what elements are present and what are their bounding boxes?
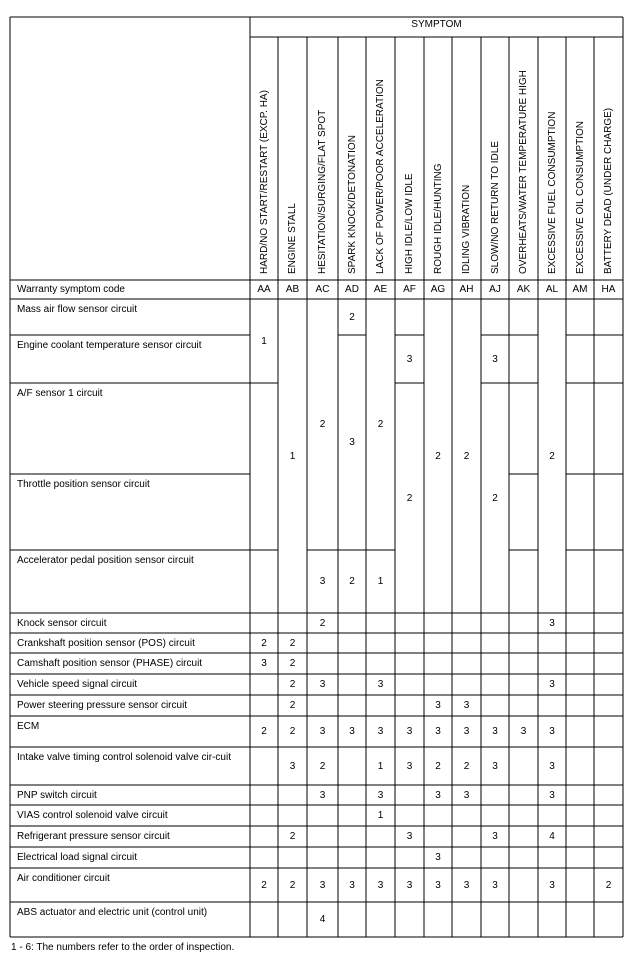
matrix-cell-merged: 3 — [492, 353, 498, 365]
row-label: Refrigerant pressure sensor circuit — [17, 831, 170, 842]
matrix-cell: 2 — [261, 879, 267, 891]
symptom-header-aj: SLOW/NO RETURN TO IDLE — [489, 141, 501, 274]
matrix-cell: 2 — [319, 760, 326, 772]
matrix-cell: 3 — [463, 700, 470, 711]
row-label: Electrical load signal circuit — [17, 852, 138, 863]
matrix-cell: 3 — [435, 879, 441, 891]
matrix-cell: 3 — [406, 831, 413, 842]
symptom-header-ae: LACK OF POWER/POOR ACCELERATION — [375, 79, 386, 274]
symptom-code-aj: AJ — [489, 284, 501, 295]
row-label: PNP switch circuit — [17, 790, 97, 801]
matrix-cell: 2 — [605, 879, 612, 891]
matrix-cell: 4 — [549, 831, 555, 842]
matrix-cell: 1 — [377, 760, 384, 772]
symptom-header-ha: BATTERY DEAD (UNDER CHARGE) — [603, 107, 614, 274]
row-label: Knock sensor circuit — [17, 618, 107, 629]
matrix-cell: 2 — [319, 617, 326, 629]
matrix-cell-merged: 3 — [349, 437, 355, 448]
symptom-header-ag: ROUGH IDLE/HUNTING — [432, 163, 444, 274]
matrix-cell: 3 — [435, 789, 441, 801]
row-label: Crankshaft position sensor (POS) circuit — [17, 638, 195, 649]
matrix-cell: 3 — [319, 789, 326, 801]
symptom-code-aa: AA — [257, 284, 271, 295]
matrix-cell: 3 — [520, 726, 527, 737]
matrix-cell: 2 — [261, 726, 267, 737]
matrix-cell: 3 — [435, 852, 441, 863]
matrix-cell: 2 — [289, 658, 296, 669]
matrix-cell: 3 — [492, 831, 498, 842]
matrix-cell: 3 — [463, 726, 470, 737]
symptom-header-am: EXCESSIVE OIL CONSUMPTION — [574, 121, 586, 274]
matrix-cell: 3 — [319, 576, 326, 587]
row-label: Air conditioner circuit — [17, 873, 110, 884]
symptom-code-ae: AE — [373, 284, 388, 295]
matrix-cell: 3 — [319, 726, 326, 737]
symptom-header-ad: SPARK KNOCK/DETONATION — [346, 135, 358, 274]
symptom-header-ab: ENGINE STALL — [287, 203, 298, 274]
matrix-cell: 3 — [377, 726, 384, 737]
symptom-header-title: SYMPTOM — [411, 19, 462, 30]
matrix-cell: 3 — [549, 879, 555, 891]
matrix-cell: 3 — [492, 726, 498, 737]
matrix-cell: 2 — [463, 760, 470, 772]
matrix-cell-merged: 3 — [406, 353, 413, 365]
symptom-code-ag: AG — [430, 284, 446, 295]
matrix-cell: 3 — [463, 879, 470, 891]
symptom-header-al: EXCESSIVE FUEL CONSUMPTION — [546, 111, 558, 274]
matrix-cell-merged: 2 — [492, 492, 498, 504]
matrix-cell: 3 — [261, 658, 267, 669]
matrix-cell: 3 — [435, 700, 441, 711]
matrix-cell: 3 — [549, 789, 555, 801]
matrix-cell-merged: 2 — [406, 492, 413, 504]
symptom-header-aa: HARD/NO START/RESTART (EXCP. HA) — [258, 90, 270, 274]
matrix-cell: 3 — [492, 760, 498, 772]
matrix-cell-merged: 2 — [549, 450, 555, 462]
matrix-cell: 3 — [377, 879, 384, 891]
matrix-cell: 3 — [435, 726, 441, 737]
matrix-cell-merged: 2 — [435, 450, 441, 462]
matrix-cell: 4 — [319, 914, 326, 925]
symptom-code-am: AM — [572, 284, 588, 295]
matrix-cell-merged: 1 — [261, 335, 267, 347]
matrix-cell: 3 — [549, 617, 555, 629]
row-label: Throttle position sensor circuit — [17, 479, 150, 490]
symptom-header-ak: OVERHEATS/WATER TEMPERATURE HIGH — [518, 70, 529, 274]
matrix-cell: 3 — [406, 879, 413, 891]
matrix-cell: 2 — [289, 700, 296, 711]
row-label: ECM — [17, 721, 40, 732]
matrix-cell: 3 — [406, 760, 413, 772]
row-label: ABS actuator and electric unit (control unit) — [17, 907, 208, 918]
matrix-cell: 3 — [492, 879, 498, 891]
symptom-header-af: HIGH IDLE/LOW IDLE — [404, 173, 415, 274]
matrix-cell: 2 — [289, 831, 296, 842]
symptom-code-ah: AH — [459, 284, 474, 295]
matrix-cell: 2 — [289, 726, 296, 737]
matrix-cell-merged: 2 — [349, 311, 355, 323]
matrix-cell: 3 — [463, 789, 470, 801]
matrix-cell: 3 — [377, 679, 384, 690]
row-label: Accelerator pedal position sensor circuit — [17, 555, 194, 566]
symptom-code-ha: HA — [601, 284, 616, 295]
row-label: A/F sensor 1 circuit — [17, 388, 103, 399]
symptom-code-ak: AK — [516, 284, 531, 295]
matrix-cell-merged: 1 — [289, 450, 296, 462]
matrix-cell-merged: 2 — [377, 419, 384, 430]
matrix-cell: 3 — [349, 879, 355, 891]
row-label: Intake valve timing control solenoid valve cir-cuit — [17, 752, 231, 763]
row-label: Vehicle speed signal circuit — [17, 679, 138, 690]
matrix-cell: 2 — [289, 637, 296, 649]
symptom-code-ab: AB — [285, 284, 300, 295]
matrix-cell: 2 — [261, 637, 267, 649]
matrix-cell: 3 — [549, 726, 555, 737]
row-label: Camshaft position sensor (PHASE) circuit — [17, 658, 203, 669]
matrix-cell: 1 — [377, 576, 384, 587]
matrix-cell: 3 — [349, 726, 355, 737]
matrix-cell: 3 — [406, 726, 413, 737]
symptom-code-ac: AC — [315, 284, 330, 295]
row-label: Mass air flow sensor circuit — [17, 304, 138, 315]
matrix-cell: 2 — [289, 679, 296, 690]
row-label: Engine coolant temperature sensor circuit — [17, 340, 202, 351]
matrix-cell: 3 — [549, 679, 555, 690]
matrix-cell: 3 — [377, 789, 384, 801]
matrix-cell: 3 — [549, 760, 555, 772]
footnote: 1 - 6: The numbers refer to the order of inspection. — [11, 942, 235, 953]
matrix-cell: 2 — [349, 576, 355, 587]
matrix-cell: 2 — [289, 879, 296, 891]
symptom-header-ah: IDLING VIBRATION — [461, 184, 472, 274]
matrix-cell: 3 — [289, 760, 296, 772]
matrix-cell: 3 — [319, 879, 326, 891]
row-label: Power steering pressure sensor circuit — [17, 700, 188, 711]
matrix-cell-merged: 2 — [319, 419, 326, 430]
symptom-header-ac: HESITATION/SURGING/FLAT SPOT — [317, 109, 328, 274]
matrix-cell: 1 — [377, 810, 384, 821]
matrix-cell: 3 — [319, 679, 326, 690]
symptom-code-al: AL — [545, 284, 559, 295]
row-label: VIAS control solenoid valve circuit — [17, 810, 168, 821]
symptom-code-ad: AD — [345, 284, 359, 295]
matrix-cell: 2 — [435, 760, 441, 772]
symptom-code-af: AF — [403, 284, 416, 295]
code-row-label: Warranty symptom code — [17, 284, 125, 295]
matrix-cell-merged: 2 — [463, 450, 470, 462]
